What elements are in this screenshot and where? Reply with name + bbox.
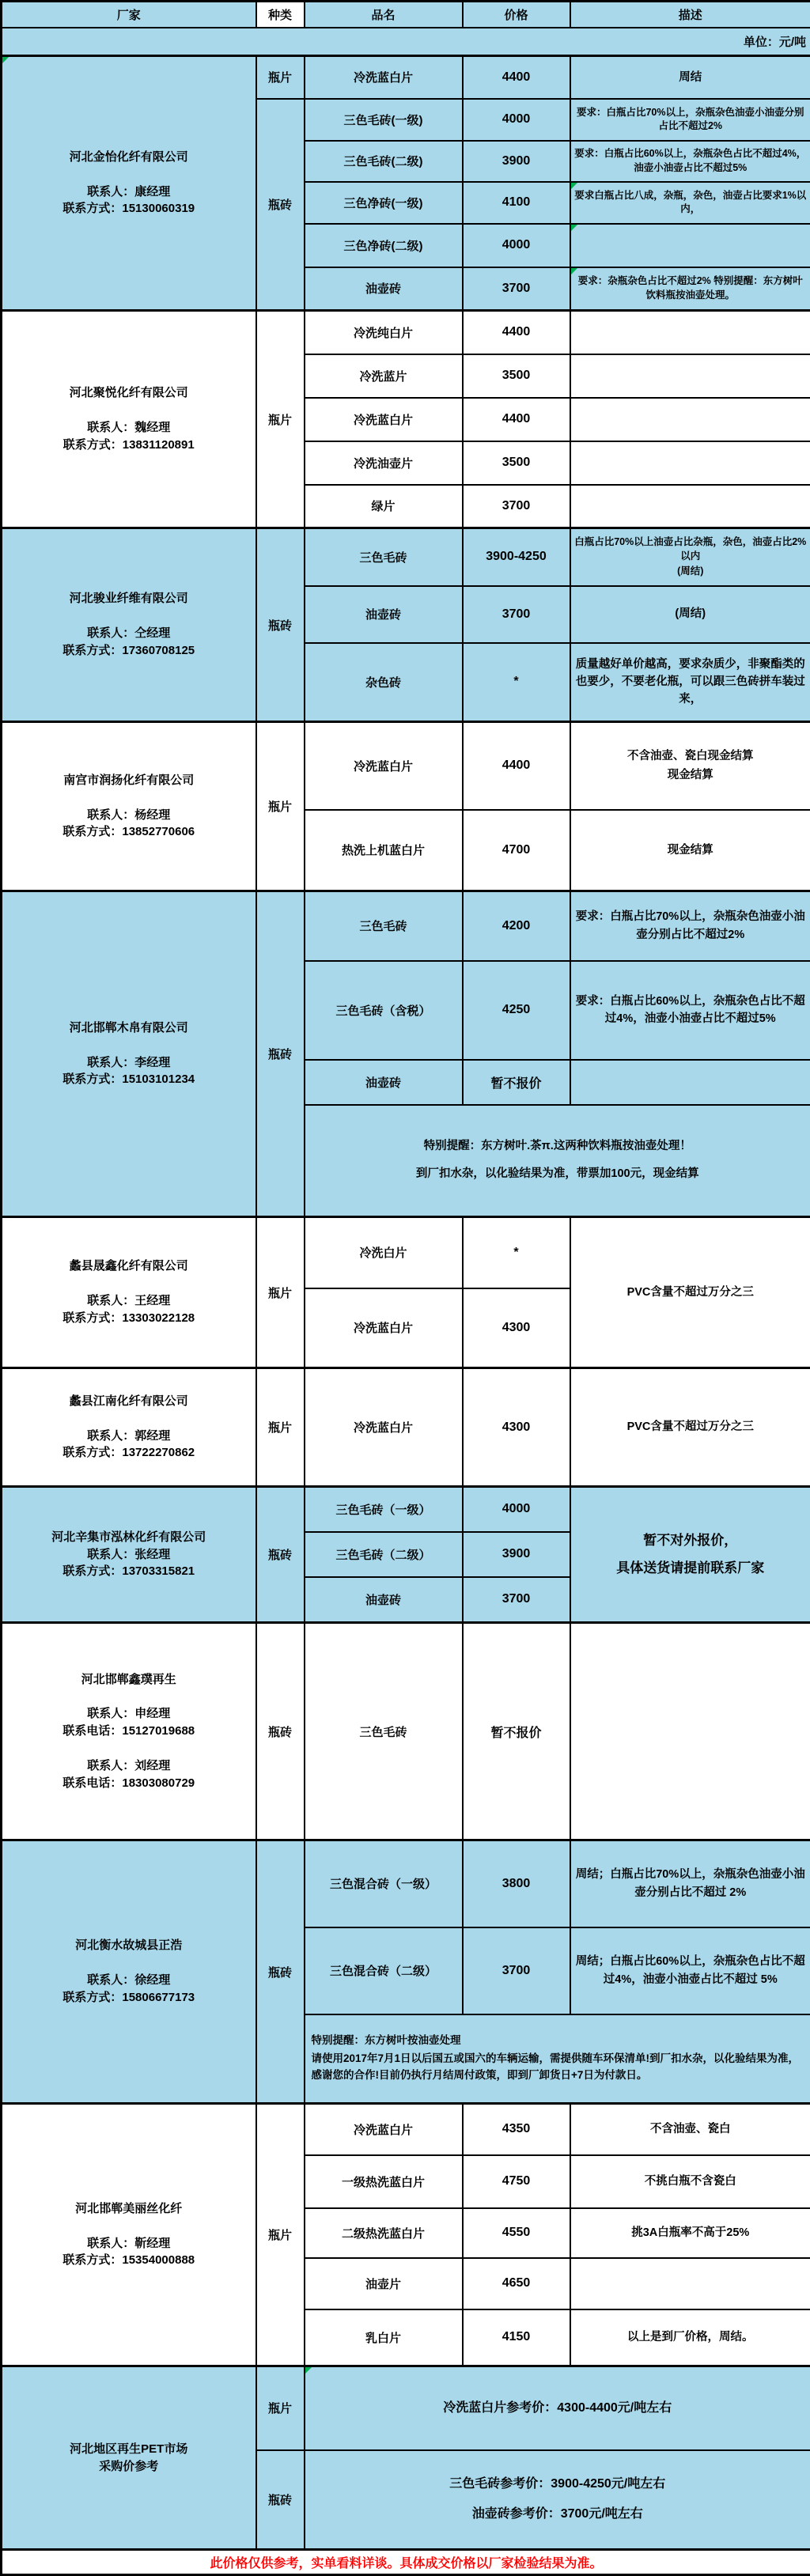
table-row [2, 1623, 810, 1840]
price-cell: 4250 [463, 961, 570, 1060]
company-name: 河北邯郸鑫璞再生 [81, 1671, 176, 1689]
company-info [2, 1393, 255, 1462]
company-name: 南宫市润扬化纤有限公司 [63, 772, 194, 789]
desc-line: 白瓶占比70%以上油壶占比杂瓶，杂色，油壶占比2%以内 [571, 535, 810, 564]
price-cell: 4400 [463, 398, 570, 441]
desc-cell [570, 398, 810, 441]
company-line: 联系电话：15127019688 [62, 1723, 195, 1740]
table-row [2, 1487, 810, 1532]
desc-line: 要求：白瓶占比70%以上，杂瓶杂色油壶小油壶分别占比不超过2% [571, 907, 810, 944]
price-table-body [2, 2, 810, 2575]
desc-line [571, 375, 810, 376]
desc-line [571, 331, 810, 333]
desc-cell [570, 2309, 810, 2366]
desc-cell [570, 267, 810, 311]
desc-cell [570, 1487, 810, 1623]
note-line: 特别提醒：东方树叶按油壶处理 [312, 2033, 804, 2049]
company-line: 采购价参考 [99, 2458, 158, 2476]
desc-cell [570, 354, 810, 398]
company-line: 联系人：刘经理 [87, 1757, 170, 1775]
company-name: 河北聚悦化纤有限公司 [70, 384, 188, 402]
company-line: 联系人：张经理 [87, 1546, 170, 1564]
price-cell: 3700 [463, 1927, 570, 2014]
header-row [2, 2, 810, 28]
desc-cell [570, 891, 810, 961]
table-row [2, 722, 810, 810]
desc-line [571, 2283, 810, 2284]
type-cell: 瓶片 [256, 2366, 305, 2450]
price-cell: 4350 [463, 2104, 570, 2155]
desc-line [571, 505, 810, 507]
product-name-cell: 三色毛砖（二级） [305, 1532, 463, 1577]
note-line: 特别提醒：东方树叶.茶π.这两种饮料瓶按油壶处理！ [312, 1138, 804, 1156]
company-cell [2, 2366, 256, 2550]
type-cell: 瓶砖 [256, 528, 305, 722]
desc-line: 不挑白瓶不含瓷白 [571, 2172, 810, 2191]
company-line: 联系人：郭经理 [87, 1428, 170, 1445]
desc-line [571, 1731, 810, 1732]
unit-row [2, 28, 810, 56]
product-name-cell: 冷洗油壶片 [305, 441, 463, 485]
price-cell: 4300 [463, 1288, 570, 1368]
company-name: 河北衡水故城县正浩 [75, 1937, 182, 1954]
desc-line: (周结) [571, 564, 810, 580]
price-cell: 4300 [463, 1368, 570, 1487]
product-name-cell: 三色毛砖 [305, 891, 463, 961]
company-info [2, 772, 255, 841]
price-cell: 4000 [463, 99, 570, 141]
desc-cell [570, 722, 810, 810]
company-line: 联系人：申经理 [87, 1705, 170, 1723]
desc-cell [570, 1368, 810, 1487]
price-cell: 4400 [463, 311, 570, 354]
table-row [2, 1368, 810, 1487]
desc-cell [570, 2104, 810, 2155]
price-cell: 4100 [463, 182, 570, 224]
product-name-cell: 冷洗蓝白片 [305, 2104, 463, 2155]
desc-line: 具体送货请提前联系厂家 [571, 1555, 810, 1582]
footer-row [2, 2550, 810, 2575]
desc-line: 暂不对外报价， [571, 1527, 810, 1554]
product-name-cell: 乳白片 [305, 2309, 463, 2366]
price-cell: 4400 [463, 56, 570, 99]
company-info [2, 1019, 255, 1088]
company-info [2, 384, 255, 453]
desc-line: 要求白瓶占比八成，杂瓶，杂色，油壶占比要求1%以内， [571, 188, 810, 218]
company-line: 联系方式：15103101234 [62, 1071, 195, 1088]
price-cell: 4000 [463, 224, 570, 267]
desc-line: PVC含量不超过万分之三 [571, 1283, 810, 1302]
excel-green-corner-icon [571, 268, 577, 274]
table-row [2, 1217, 810, 1288]
type-cell: 瓶片 [256, 2104, 305, 2366]
company-info [2, 1529, 255, 1580]
product-name-cell: 冷洗蓝白片 [305, 1368, 463, 1487]
price-cell: 4550 [463, 2208, 570, 2258]
desc-cell [570, 182, 810, 224]
note-cell [305, 2450, 810, 2550]
type-cell: 瓶片 [256, 1217, 305, 1368]
table-row [2, 2366, 810, 2450]
company-info [2, 149, 255, 218]
product-name-cell: 冷洗蓝白片 [305, 1288, 463, 1368]
price-cell: 3900 [463, 141, 570, 182]
company-line: 联系方式：15130060319 [62, 200, 195, 218]
desc-cell [570, 141, 810, 182]
desc-line [571, 244, 810, 246]
company-name: 河北邯郸美丽丝化纤 [75, 2200, 182, 2218]
company-line: 联系人：杨经理 [87, 807, 170, 824]
company-name: 河北地区再生PET市场 [70, 2441, 187, 2458]
company-line: 联系方式：17360708125 [62, 642, 195, 660]
product-name-cell: 三色净砖(二级) [305, 224, 463, 267]
product-name-cell: 三色毛砖（一级） [305, 1487, 463, 1532]
desc-line: 现金结算 [571, 766, 810, 785]
desc-cell [570, 961, 810, 1060]
price-cell: 暂不报价 [463, 1060, 570, 1105]
note-line: 三色毛砖参考价：3900-4250元/吨左右 [312, 2475, 804, 2494]
table-row [2, 2104, 810, 2155]
table-row [2, 56, 810, 99]
company-line: 联系方式：13831120891 [63, 437, 195, 454]
desc-line: 质量越好单价越高，要求杂质少，非聚酯类的也要少，不要老化瓶，可以跟三色砖拼车装过来， [571, 655, 810, 709]
desc-cell [570, 586, 810, 643]
company-line: 联系方式：13722270862 [62, 1444, 195, 1462]
company-line: 联系方式：15354000888 [62, 2252, 195, 2269]
desc-cell [570, 1840, 810, 1927]
desc-cell [570, 485, 810, 528]
desc-cell [570, 643, 810, 722]
type-cell: 瓶片 [256, 722, 305, 891]
desc-cell [570, 2155, 810, 2208]
price-cell: 3800 [463, 1840, 570, 1927]
company-name: 蠡县晟鑫化纤有限公司 [70, 1258, 188, 1275]
desc-line: 以上是到厂价格，周结。 [571, 2328, 810, 2347]
desc-line: 现金结算 [571, 841, 810, 860]
desc-cell [570, 1217, 810, 1368]
product-name-cell: 冷洗纯白片 [305, 311, 463, 354]
type-cell: 瓶砖 [256, 1623, 305, 1840]
company-cell [2, 1487, 256, 1623]
type-cell: 瓶片 [256, 1368, 305, 1487]
company-line: 联系人：康经理 [87, 183, 170, 201]
product-name-cell: 冷洗蓝片 [305, 354, 463, 398]
col-header-price: 价格 [463, 2, 570, 28]
product-name-cell: 油壶片 [305, 2258, 463, 2309]
company-name: 河北金怡化纤有限公司 [70, 149, 188, 166]
price-cell: 4650 [463, 2258, 570, 2309]
company-line: 联系方式：13303022128 [62, 1310, 195, 1327]
product-name-cell: 油壶砖 [305, 586, 463, 643]
product-name-cell: 三色毛砖 [305, 1623, 463, 1840]
desc-line: 挑3A白瓶率不高于25% [571, 2223, 810, 2242]
company-line: 联系人：李经理 [87, 1054, 170, 1072]
product-name-cell: 油壶砖 [305, 267, 463, 311]
desc-line [571, 462, 810, 463]
col-header-type: 种类 [256, 2, 305, 28]
company-cell [2, 1368, 256, 1487]
company-line: 联系人：魏经理 [87, 419, 170, 437]
desc-cell [570, 810, 810, 891]
company-info [2, 590, 255, 659]
price-cell: 4750 [463, 2155, 570, 2208]
note-line: 请使用2017年7月1日以后国五或国六的车辆运输，需提供随车环保清单!到厂扣水杂，以化验结果为准，感谢您的合作!目前仍执行月结周付政策，即到厂卸货日+7日为付款日。 [312, 2051, 804, 2084]
product-name-cell: 冷洗白片 [305, 1217, 463, 1288]
desc-cell [570, 441, 810, 485]
note-line: 到厂扣水杂，以化验结果为准，带票加100元，现金结算 [312, 1166, 804, 1183]
excel-green-corner-icon [571, 183, 577, 189]
footer-note: 此价格仅供参考，实单看料详谈。具体成交价格以厂家检验结果为准。 [2, 2550, 810, 2575]
company-cell [2, 722, 256, 891]
type-cell: 瓶砖 [256, 891, 305, 1217]
desc-line: 要求：杂瓶杂色占比不超过2% 特别提醒：东方树叶饮料瓶按油壶处理。 [571, 274, 810, 303]
price-cell: 3500 [463, 354, 570, 398]
note-line: 冷洗蓝白片参考价：4300-4400元/吨左右 [312, 2399, 804, 2418]
product-name-cell: 二级热洗蓝白片 [305, 2208, 463, 2258]
desc-line: 周结；白瓶占比60%以上，杂瓶杂色占比不超过4%，油壶小油壶占比不超过 5% [571, 1952, 810, 1989]
price-cell: 暂不报价 [463, 1623, 570, 1840]
company-line: 联系方式：13703315821 [62, 1563, 195, 1580]
product-name-cell: 油壶砖 [305, 1577, 463, 1623]
desc-cell [570, 311, 810, 354]
company-cell [2, 1840, 256, 2104]
product-name-cell: 杂色砖 [305, 643, 463, 722]
price-cell: 3700 [463, 267, 570, 311]
note-cell [305, 1105, 810, 1217]
desc-line: 要求：白瓶占比60%以上，杂瓶杂色占比不超过4%，油壶小油壶占比不超过5% [571, 146, 810, 176]
price-cell: 4700 [463, 810, 570, 891]
price-cell: 3700 [463, 485, 570, 528]
price-cell: 3700 [463, 1577, 570, 1623]
desc-line: 周结；白瓶占比70%以上，杂瓶杂色油壶小油壶分别占比不超过 2% [571, 1865, 810, 1902]
desc-cell [570, 1927, 810, 2014]
company-line: 联系人：靳经理 [87, 2235, 170, 2253]
price-cell: * [463, 643, 570, 722]
note-cell [305, 2366, 810, 2450]
note-cell [305, 2014, 810, 2104]
company-cell [2, 2104, 256, 2366]
company-info [2, 1937, 255, 2006]
company-cell [2, 56, 256, 311]
table-row [2, 891, 810, 961]
product-name-cell: 三色毛砖(一级) [305, 99, 463, 141]
company-cell [2, 1623, 256, 1840]
excel-green-corner-icon [571, 225, 577, 231]
desc-cell [570, 1623, 810, 1840]
company-name: 河北辛集市泓林化纤有限公司 [51, 1529, 206, 1546]
type-cell: 瓶砖 [256, 2450, 305, 2550]
company-info [2, 1258, 255, 1326]
price-cell: 4400 [463, 722, 570, 810]
product-name-cell: 三色毛砖(二级) [305, 141, 463, 182]
product-name-cell: 绿片 [305, 485, 463, 528]
product-name-cell: 三色毛砖 [305, 528, 463, 586]
desc-line: 要求：白瓶占比70%以上，杂瓶杂色油壶小油壶分别占比不超过2% [571, 105, 810, 134]
note-line: 油壶砖参考价：3700元/吨左右 [312, 2505, 804, 2524]
excel-green-corner-icon [305, 2367, 312, 2374]
desc-cell [570, 2258, 810, 2309]
company-cell [2, 1217, 256, 1368]
product-name-cell: 油壶砖 [305, 1060, 463, 1105]
price-cell: 3500 [463, 441, 570, 485]
product-name-cell: 三色毛砖（含税） [305, 961, 463, 1060]
col-header-description: 描述 [570, 2, 810, 28]
desc-line [571, 1081, 810, 1083]
table-row [2, 1840, 810, 1927]
company-info [2, 1671, 255, 1792]
company-line: 联系方式：15806677173 [62, 1989, 195, 2007]
price-cell: 3900-4250 [463, 528, 570, 586]
company-name: 蠡县江南化纤有限公司 [70, 1393, 188, 1410]
desc-cell [570, 99, 810, 141]
company-line: 联系人：仝经理 [87, 625, 170, 642]
desc-line: 周结 [571, 68, 810, 87]
product-name-cell: 冷洗蓝白片 [305, 56, 463, 99]
desc-line: 要求：白瓶占比60%以上，杂瓶杂色占比不超过4%，油壶小油壶占比不超过5% [571, 992, 810, 1029]
desc-cell [570, 56, 810, 99]
col-header-product: 品名 [305, 2, 463, 28]
type-cell: 瓶砖 [256, 1487, 305, 1623]
company-info [2, 2200, 255, 2269]
desc-line [571, 418, 810, 420]
company-line: 联系人：徐经理 [87, 1972, 170, 1989]
product-name-cell: 热洗上机蓝白片 [305, 810, 463, 891]
company-cell [2, 528, 256, 722]
company-line: 联系人：王经理 [87, 1292, 170, 1310]
type-cell: 瓶砖 [256, 1840, 305, 2104]
type-cell: 瓶砖 [256, 99, 305, 311]
price-cell: 3700 [463, 586, 570, 643]
price-cell: 4000 [463, 1487, 570, 1532]
desc-line: (周结) [571, 604, 810, 623]
product-name-cell: 冷洗蓝白片 [305, 398, 463, 441]
product-name-cell: 三色混合砖（一级） [305, 1840, 463, 1927]
price-cell: 4200 [463, 891, 570, 961]
excel-green-corner-icon [2, 57, 9, 63]
type-cell: 瓶片 [256, 56, 305, 99]
desc-cell [570, 528, 810, 586]
table-row [2, 311, 810, 354]
desc-cell [570, 224, 810, 267]
product-name-cell: 三色净砖(一级) [305, 182, 463, 224]
desc-line: PVC含量不超过万分之三 [571, 1417, 810, 1436]
price-cell: * [463, 1217, 570, 1288]
product-name-cell: 冷洗蓝白片 [305, 722, 463, 810]
product-name-cell: 一级热洗蓝白片 [305, 2155, 463, 2208]
desc-cell [570, 2208, 810, 2258]
product-name-cell: 三色混合砖（二级） [305, 1927, 463, 2014]
unit-note: 单位：元/吨 [2, 28, 810, 56]
company-cell [2, 311, 256, 528]
desc-cell [570, 1060, 810, 1105]
company-line: 联系电话：18303080729 [62, 1775, 195, 1792]
desc-line: 不含油壶、瓷白现金结算 [571, 747, 810, 766]
company-info [2, 2441, 255, 2476]
price-cell: 3900 [463, 1532, 570, 1577]
company-name: 河北骏业纤维有限公司 [70, 590, 188, 607]
company-line: 联系方式：13852770606 [62, 823, 195, 841]
company-cell [2, 891, 256, 1217]
price-cell: 4150 [463, 2309, 570, 2366]
type-cell: 瓶片 [256, 311, 305, 528]
company-name: 河北邯郸木帛有限公司 [70, 1019, 188, 1037]
desc-line: 不含油壶、瓷白 [571, 2120, 810, 2139]
col-header-factory: 厂家 [2, 2, 256, 28]
table-row [2, 528, 810, 586]
